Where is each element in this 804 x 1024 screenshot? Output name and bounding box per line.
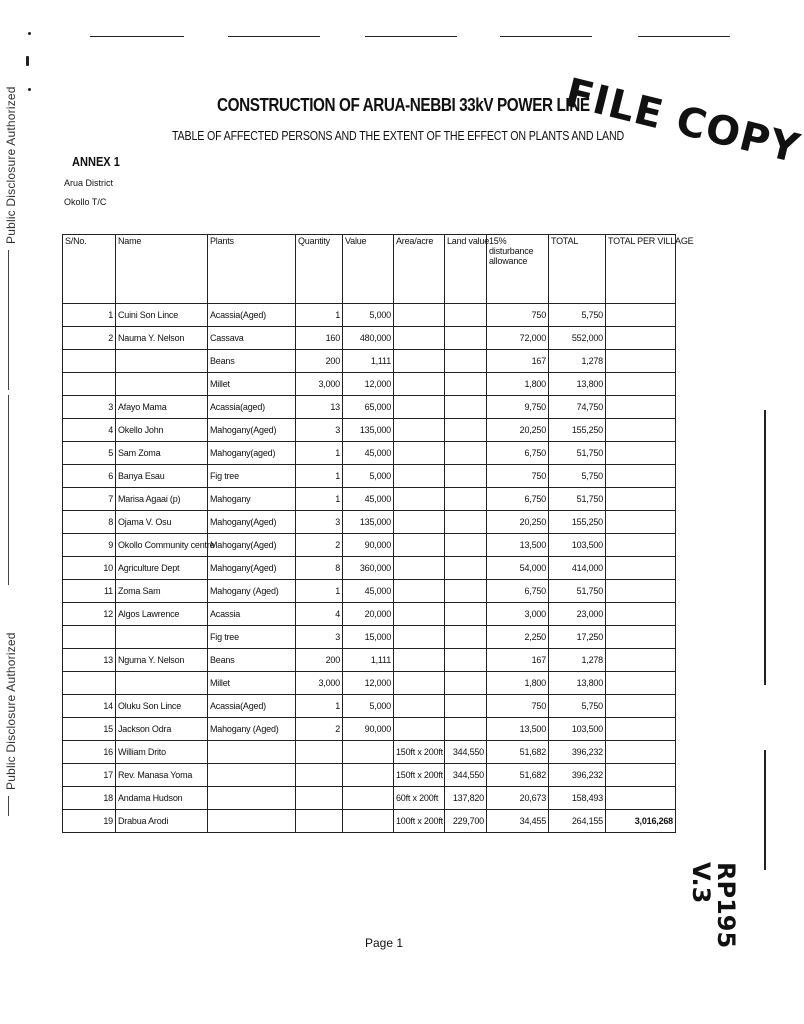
cell-sno: 10	[63, 557, 116, 580]
cell-sno: 5	[63, 442, 116, 465]
table-row	[63, 304, 676, 327]
scan-speck	[26, 56, 29, 66]
right-edge-line	[764, 410, 766, 685]
cell-land	[445, 488, 487, 511]
cell-total: 5,750	[549, 695, 606, 718]
cell-name: Andama Hudson	[116, 787, 208, 810]
table-row	[63, 419, 676, 442]
col-header: TOTAL	[549, 235, 606, 304]
cell-qty: 4	[296, 603, 343, 626]
cell-value: 45,000	[343, 442, 394, 465]
cell-value: 90,000	[343, 534, 394, 557]
cell-name: Ojama V. Osu	[116, 511, 208, 534]
affected-persons-table	[62, 234, 694, 833]
cell-village	[606, 465, 676, 488]
cell-total: 414,000	[549, 557, 606, 580]
cell-village	[606, 649, 676, 672]
cell-sno: 7	[63, 488, 116, 511]
cell-dist: 54,000	[487, 557, 549, 580]
table-row	[63, 603, 676, 626]
cell-name: Jackson Odra	[116, 718, 208, 741]
cell-name: Okello John	[116, 419, 208, 442]
cell-qty	[296, 787, 343, 810]
cell-qty: 2	[296, 718, 343, 741]
table-row	[63, 672, 676, 695]
cell-land	[445, 580, 487, 603]
cell-land: 137,820	[445, 787, 487, 810]
cell-plant: Mahogany (Aged)	[208, 580, 296, 603]
table-row	[63, 764, 676, 787]
cell-total: 103,500	[549, 534, 606, 557]
table-row	[63, 649, 676, 672]
cell-land	[445, 649, 487, 672]
table-row	[63, 327, 676, 350]
cell-total: 1,278	[549, 350, 606, 373]
rp-number: RP195	[712, 862, 740, 949]
rp-reference-stamp	[688, 862, 738, 948]
cell-land	[445, 373, 487, 396]
cell-name	[116, 373, 208, 396]
cell-dist: 51,682	[487, 764, 549, 787]
cell-sno: 4	[63, 419, 116, 442]
cell-area	[394, 672, 445, 695]
table-row	[63, 534, 676, 557]
cell-dist: 750	[487, 304, 549, 327]
cell-plant: Acassia	[208, 603, 296, 626]
cell-name	[116, 672, 208, 695]
scan-speck	[28, 88, 31, 91]
cell-sno: 19	[63, 810, 116, 833]
cell-value: 20,000	[343, 603, 394, 626]
cell-qty: 200	[296, 649, 343, 672]
cell-area	[394, 718, 445, 741]
cell-village	[606, 603, 676, 626]
cell-land	[445, 511, 487, 534]
cell-area	[394, 373, 445, 396]
cell-village: 3,016,268	[606, 810, 676, 833]
cell-total: 17,250	[549, 626, 606, 649]
cell-sno: 12	[63, 603, 116, 626]
top-rule	[638, 36, 730, 37]
cell-value: 1,111	[343, 649, 394, 672]
cell-name: Sam Zoma	[116, 442, 208, 465]
cell-land	[445, 304, 487, 327]
scan-speck	[28, 32, 31, 35]
cell-dist: 1,800	[487, 672, 549, 695]
cell-qty: 8	[296, 557, 343, 580]
cell-name: Agriculture Dept	[116, 557, 208, 580]
cell-total: 23,000	[549, 603, 606, 626]
cell-plant: Mahogany(Aged)	[208, 511, 296, 534]
cell-sno: 6	[63, 465, 116, 488]
cell-land	[445, 557, 487, 580]
cell-plant: Beans	[208, 350, 296, 373]
cell-land	[445, 396, 487, 419]
cell-qty: 3	[296, 419, 343, 442]
cell-dist: 51,682	[487, 741, 549, 764]
cell-value: 360,000	[343, 557, 394, 580]
cell-value	[343, 764, 394, 787]
cell-total: 396,232	[549, 741, 606, 764]
side-divider	[8, 796, 9, 816]
col-header: Value	[343, 235, 394, 304]
cell-total: 155,250	[549, 511, 606, 534]
cell-name	[116, 350, 208, 373]
cell-village	[606, 695, 676, 718]
side-stamp-bottom: Public Disclosure Authorized	[4, 632, 18, 790]
cell-plant: Fig tree	[208, 626, 296, 649]
cell-land	[445, 327, 487, 350]
cell-dist: 34,455	[487, 810, 549, 833]
cell-value: 12,000	[343, 373, 394, 396]
table-row	[63, 350, 676, 373]
county-label: Okollo T/C	[64, 197, 107, 207]
cell-dist: 6,750	[487, 442, 549, 465]
cell-plant: Mahogany(aged)	[208, 442, 296, 465]
cell-qty: 1	[296, 580, 343, 603]
cell-value: 5,000	[343, 695, 394, 718]
cell-land	[445, 626, 487, 649]
cell-value: 45,000	[343, 580, 394, 603]
cell-value: 5,000	[343, 465, 394, 488]
right-edge-line	[764, 750, 766, 870]
cell-value: 15,000	[343, 626, 394, 649]
cell-value: 45,000	[343, 488, 394, 511]
cell-qty: 200	[296, 350, 343, 373]
cell-qty: 160	[296, 327, 343, 350]
table-row	[63, 580, 676, 603]
cell-area	[394, 695, 445, 718]
top-rule	[228, 36, 320, 37]
col-header: 15% disturbance allowance	[487, 235, 549, 304]
cell-area	[394, 350, 445, 373]
cell-dist: 750	[487, 695, 549, 718]
cell-name: Nguma Y. Nelson	[116, 649, 208, 672]
cell-plant: Millet	[208, 672, 296, 695]
cell-total: 5,750	[549, 304, 606, 327]
cell-sno: 1	[63, 304, 116, 327]
cell-land	[445, 465, 487, 488]
col-header: Land value	[445, 235, 487, 304]
cell-sno: 15	[63, 718, 116, 741]
cell-plant: Mahogany (Aged)	[208, 718, 296, 741]
file-copy-stamp: FILE COPY	[560, 70, 804, 173]
document-title: CONSTRUCTION OF ARUA-NEBBI 33kV POWER LINE	[217, 95, 590, 115]
cell-dist: 6,750	[487, 580, 549, 603]
cell-qty: 3	[296, 626, 343, 649]
cell-name	[116, 626, 208, 649]
cell-land	[445, 442, 487, 465]
table-row	[63, 718, 676, 741]
cell-village	[606, 672, 676, 695]
top-rule	[90, 36, 184, 37]
cell-sno	[63, 672, 116, 695]
cell-value: 65,000	[343, 396, 394, 419]
cell-area: 150ft x 200ft	[394, 764, 445, 787]
cell-plant: Acassia(aged)	[208, 396, 296, 419]
cell-value	[343, 787, 394, 810]
table-body	[63, 304, 676, 833]
table-row	[63, 741, 676, 764]
cell-value: 5,000	[343, 304, 394, 327]
table-row	[63, 626, 676, 649]
cell-land	[445, 419, 487, 442]
cell-land	[445, 718, 487, 741]
cell-land	[445, 695, 487, 718]
cell-plant	[208, 810, 296, 833]
cell-sno	[63, 350, 116, 373]
cell-value	[343, 741, 394, 764]
cell-total: 51,750	[549, 442, 606, 465]
cell-village	[606, 764, 676, 787]
cell-sno: 18	[63, 787, 116, 810]
cell-plant	[208, 741, 296, 764]
cell-total: 264,155	[549, 810, 606, 833]
cell-total: 1,278	[549, 649, 606, 672]
cell-plant: Acassia(Aged)	[208, 304, 296, 327]
cell-land	[445, 534, 487, 557]
cell-village	[606, 787, 676, 810]
cell-village	[606, 373, 676, 396]
page-number: Page 1	[365, 936, 404, 950]
cell-land: 344,550	[445, 764, 487, 787]
cell-total: 158,493	[549, 787, 606, 810]
cell-dist: 1,800	[487, 373, 549, 396]
cell-name: William Drito	[116, 741, 208, 764]
col-header: Area/acre	[394, 235, 445, 304]
cell-plant: Fig tree	[208, 465, 296, 488]
cell-total: 74,750	[549, 396, 606, 419]
cell-land	[445, 672, 487, 695]
cell-qty: 1	[296, 442, 343, 465]
side-divider	[8, 250, 9, 390]
cell-dist: 750	[487, 465, 549, 488]
cell-qty	[296, 764, 343, 787]
cell-plant: Mahogany(Aged)	[208, 557, 296, 580]
table-row	[63, 396, 676, 419]
cell-sno: 9	[63, 534, 116, 557]
cell-qty: 3,000	[296, 373, 343, 396]
cell-area: 150ft x 200ft	[394, 741, 445, 764]
cell-qty	[296, 741, 343, 764]
cell-village	[606, 557, 676, 580]
table-row	[63, 557, 676, 580]
cell-sno: 11	[63, 580, 116, 603]
cell-area	[394, 511, 445, 534]
cell-plant: Beans	[208, 649, 296, 672]
district-label: Arua District	[64, 178, 114, 188]
cell-village	[606, 534, 676, 557]
cell-area	[394, 626, 445, 649]
cell-dist: 3,000	[487, 603, 549, 626]
rp-version: V.3	[686, 862, 715, 904]
cell-total: 552,000	[549, 327, 606, 350]
cell-total: 51,750	[549, 488, 606, 511]
cell-value: 12,000	[343, 672, 394, 695]
table-row	[63, 695, 676, 718]
cell-plant: Mahogany(Aged)	[208, 534, 296, 557]
cell-village	[606, 718, 676, 741]
cell-plant	[208, 764, 296, 787]
cell-village	[606, 327, 676, 350]
cell-qty: 3	[296, 511, 343, 534]
side-divider	[8, 395, 9, 585]
cell-area	[394, 557, 445, 580]
cell-sno: 17	[63, 764, 116, 787]
cell-name: Algos Lawrence	[116, 603, 208, 626]
cell-dist: 13,500	[487, 534, 549, 557]
cell-qty: 2	[296, 534, 343, 557]
cell-dist: 6,750	[487, 488, 549, 511]
table-row	[63, 465, 676, 488]
cell-area	[394, 304, 445, 327]
cell-village	[606, 442, 676, 465]
cell-plant: Millet	[208, 373, 296, 396]
cell-area	[394, 396, 445, 419]
cell-total: 51,750	[549, 580, 606, 603]
cell-dist: 20,250	[487, 511, 549, 534]
cell-total: 103,500	[549, 718, 606, 741]
cell-qty	[296, 810, 343, 833]
cell-area	[394, 465, 445, 488]
cell-total: 155,250	[549, 419, 606, 442]
cell-plant	[208, 787, 296, 810]
cell-qty: 1	[296, 304, 343, 327]
table-row	[63, 373, 676, 396]
cell-name: Afayo Mama	[116, 396, 208, 419]
cell-area	[394, 488, 445, 511]
col-header: TOTAL PER VILLAGE	[606, 235, 676, 304]
cell-sno: 13	[63, 649, 116, 672]
cell-area	[394, 580, 445, 603]
table-row	[63, 488, 676, 511]
cell-name: Zoma Sam	[116, 580, 208, 603]
cell-area	[394, 327, 445, 350]
side-stamp-top: Public Disclosure Authorized	[4, 86, 18, 244]
cell-dist: 9,750	[487, 396, 549, 419]
cell-total: 13,800	[549, 672, 606, 695]
cell-dist: 167	[487, 350, 549, 373]
cell-value: 1,111	[343, 350, 394, 373]
table-row	[63, 810, 676, 833]
cell-dist: 20,250	[487, 419, 549, 442]
top-rule	[365, 36, 457, 37]
cell-name: Drabua Arodi	[116, 810, 208, 833]
cell-total: 13,800	[549, 373, 606, 396]
cell-village	[606, 626, 676, 649]
cell-village	[606, 419, 676, 442]
cell-sno: 16	[63, 741, 116, 764]
table-row	[63, 442, 676, 465]
cell-area: 60ft x 200ft	[394, 787, 445, 810]
cell-village	[606, 304, 676, 327]
cell-qty: 1	[296, 488, 343, 511]
cell-dist: 2,250	[487, 626, 549, 649]
cell-plant: Acassia(Aged)	[208, 695, 296, 718]
top-rule	[500, 36, 592, 37]
cell-name: Banya Esau	[116, 465, 208, 488]
cell-dist: 167	[487, 649, 549, 672]
cell-village	[606, 396, 676, 419]
cell-area: 100ft x 200ft	[394, 810, 445, 833]
cell-value: 90,000	[343, 718, 394, 741]
cell-village	[606, 511, 676, 534]
cell-value: 480,000	[343, 327, 394, 350]
cell-area	[394, 603, 445, 626]
cell-value: 135,000	[343, 511, 394, 534]
cell-plant: Mahogany	[208, 488, 296, 511]
cell-area	[394, 649, 445, 672]
cell-name: Cuini Son Lince	[116, 304, 208, 327]
cell-plant: Mahogany(Aged)	[208, 419, 296, 442]
cell-total: 5,750	[549, 465, 606, 488]
cell-dist: 13,500	[487, 718, 549, 741]
table-header-row	[63, 235, 676, 304]
cell-qty: 1	[296, 465, 343, 488]
cell-name: Nauma Y. Nelson	[116, 327, 208, 350]
cell-area	[394, 442, 445, 465]
cell-dist: 20,673	[487, 787, 549, 810]
cell-name: Marisa Agaai (p)	[116, 488, 208, 511]
cell-qty: 13	[296, 396, 343, 419]
cell-land: 344,550	[445, 741, 487, 764]
cell-name: Oluku Son Lince	[116, 695, 208, 718]
cell-sno: 3	[63, 396, 116, 419]
cell-land	[445, 603, 487, 626]
cell-land	[445, 350, 487, 373]
col-header: S/No.	[63, 235, 116, 304]
cell-total: 396,232	[549, 764, 606, 787]
cell-value: 135,000	[343, 419, 394, 442]
cell-qty: 3,000	[296, 672, 343, 695]
document-subtitle: TABLE OF AFFECTED PERSONS AND THE EXTENT OF THE EFFECT ON PLANTS AND LAND	[172, 128, 625, 143]
cell-sno	[63, 373, 116, 396]
cell-sno: 8	[63, 511, 116, 534]
cell-village	[606, 741, 676, 764]
cell-village	[606, 580, 676, 603]
cell-plant: Cassava	[208, 327, 296, 350]
cell-sno: 2	[63, 327, 116, 350]
table-row	[63, 787, 676, 810]
cell-name: Rev. Manasa Yoma	[116, 764, 208, 787]
col-header: Name	[116, 235, 208, 304]
cell-name: Okollo Community centre	[116, 534, 208, 557]
cell-village	[606, 488, 676, 511]
cell-land: 229,700	[445, 810, 487, 833]
cell-qty: 1	[296, 695, 343, 718]
cell-dist: 72,000	[487, 327, 549, 350]
annex-label: ANNEX 1	[72, 154, 120, 169]
cell-sno	[63, 626, 116, 649]
cell-sno: 14	[63, 695, 116, 718]
col-header: Plants	[208, 235, 296, 304]
cell-value	[343, 810, 394, 833]
col-header: Quantity	[296, 235, 343, 304]
table-row	[63, 511, 676, 534]
cell-area	[394, 419, 445, 442]
cell-village	[606, 350, 676, 373]
cell-area	[394, 534, 445, 557]
